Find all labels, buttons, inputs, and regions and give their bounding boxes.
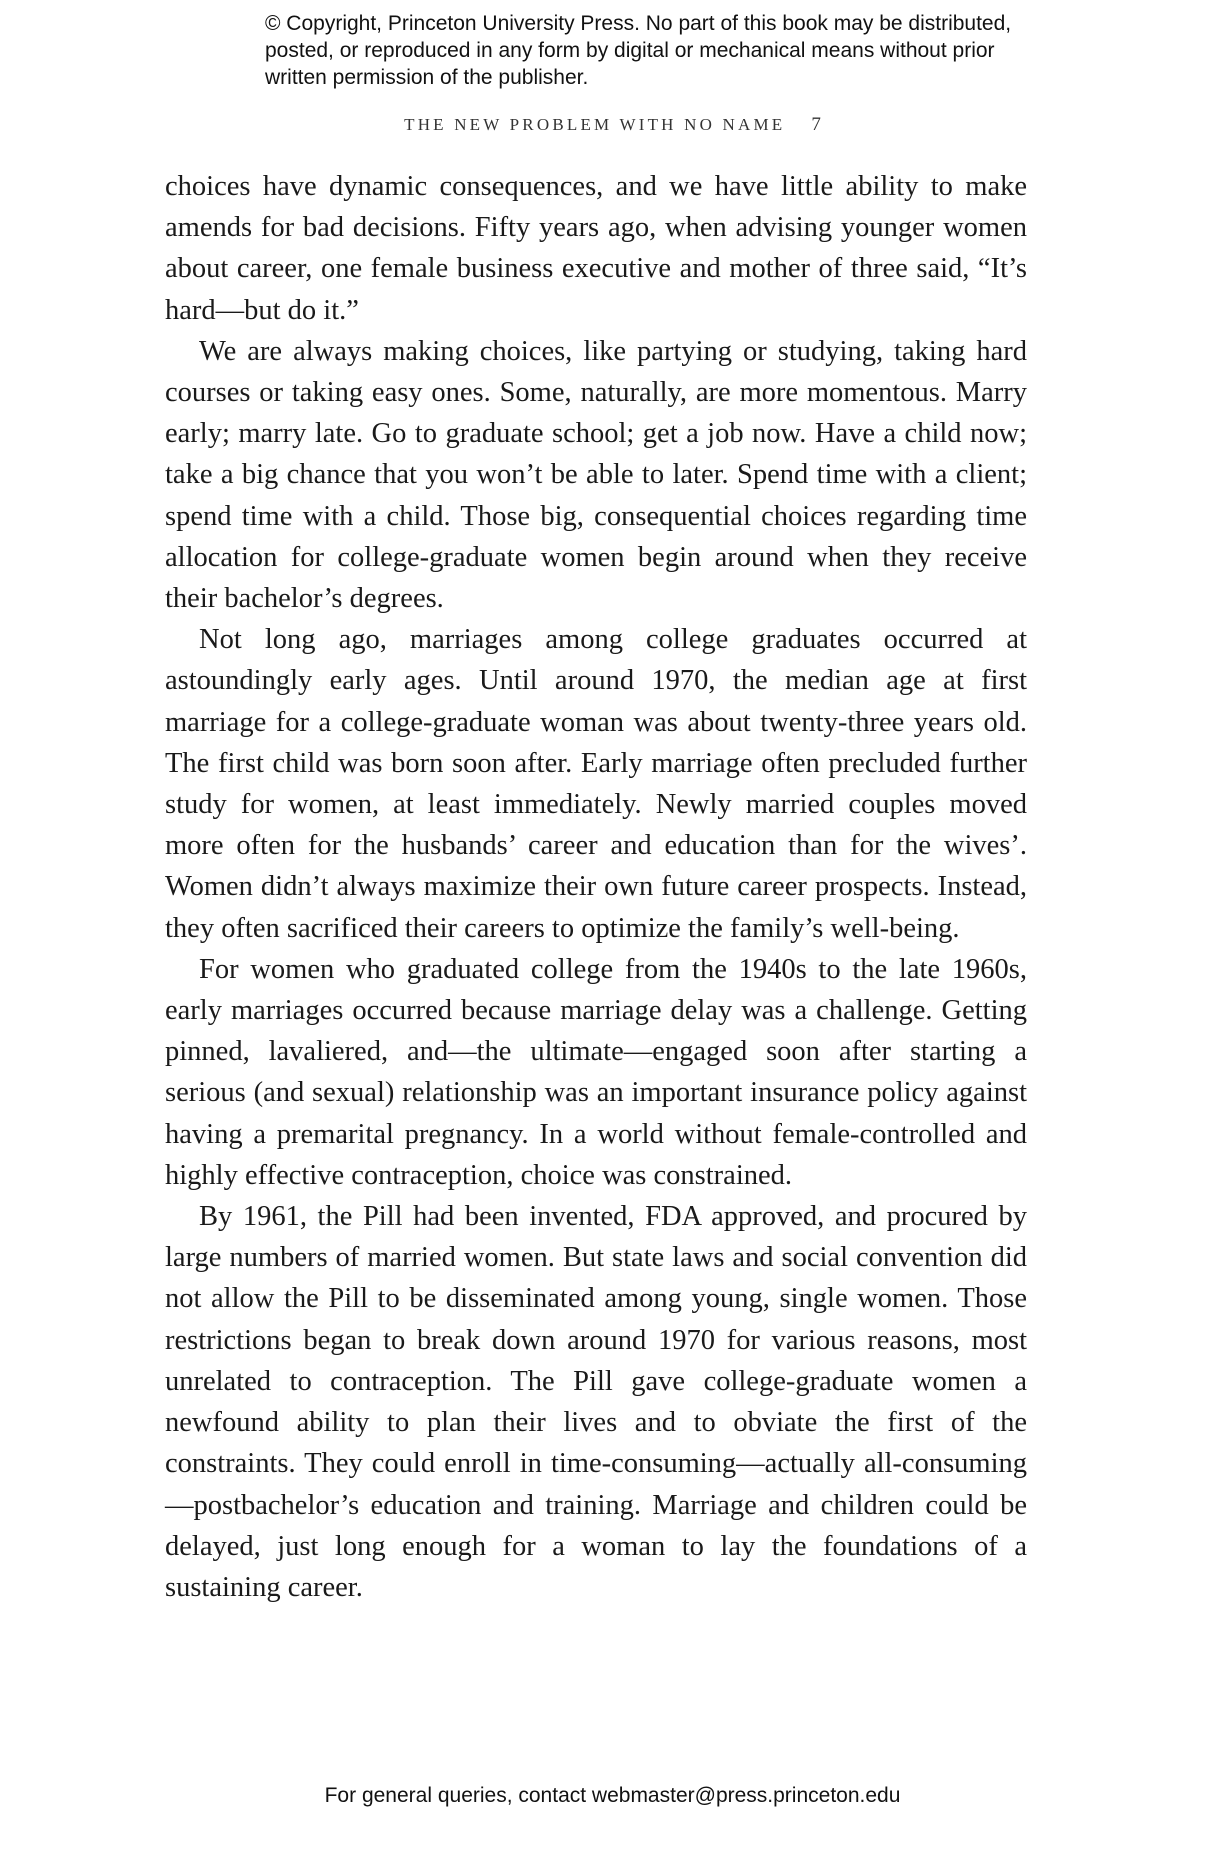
copyright-notice: © Copyright, Princeton University Press. No part of this book may be distributed, posted, or reproduced in any form by digital or mechanical means without prior written permission of the publisher. [265,12,1012,89]
running-head-title: THE NEW PROBLEM WITH NO NAME [404,115,786,134]
paragraph-4: For women who graduated college from the 1940s to the late 1960s, early marriages occurred because marriage delay was a challenge. Getting pinned, lavaliered, and—the ultimate—engaged soon after starting a serious (and sexual) relationship was an important insurance policy against having a premarital pregnancy. In a world without female-controlled and highly effective contraception, choice was constrained. [165,953,1027,1191]
paragraph-5: By 1961, the Pill had been invented, FDA approved, and procured by large numbers of married women. But state laws and social convention did not allow the Pill to be disseminated among young, single women. Those restrictions began to break down around 1970 for various reasons, most unrelated to contraception. The Pill gave college-graduate women a newfound ability to plan their lives and to obviate the first of the constraints. They could enroll in time-consuming—actually all-consuming—postbachelor’s education and training. Marriage and children could be delayed, just long enough for a woman to lay the foundations of a sustaining career. [165,1201,1027,1603]
footer-contact: For general queries, contact webmaster@press.princeton.edu [324,1784,901,1807]
running-head [0,114,1225,136]
paragraph-1: choices have dynamic consequences, and we have little ability to make amends for bad decisions. Fifty years ago, when advising younger women about career, one female business executive and mother of three said, “It’s hard—but do it.” [165,171,1027,326]
paragraph-3: Not long ago, marriages among college graduates occurred at astoundingly early ages. Until around 1970, the median age at first marriage for a college-graduate woman was about twenty-three years old. The first child was born soon after. Early marriage often precluded further study for women, at least immediately. Newly married couples moved more often for the husbands’ career and education than for the wives’. Women didn’t always maximize their own future career prospects. Instead, they often sacrificed their careers to optimize the family’s well-being. [165,624,1027,944]
paragraph-2: We are always making choices, like partying or studying, taking hard courses or taking easy ones. Some, naturally, are more momentous. Marry early; marry late. Go to graduate school; get a job now. Have a child now; take a big chance that you won’t be able to later. Spend time with a client; spend time with a child. Those big, consequential choices regarding time allocation for college-graduate women begin around when they receive their bachelor’s degrees. [165,335,1027,615]
page-number: 7 [811,114,821,135]
body-text [165,166,1027,1608]
